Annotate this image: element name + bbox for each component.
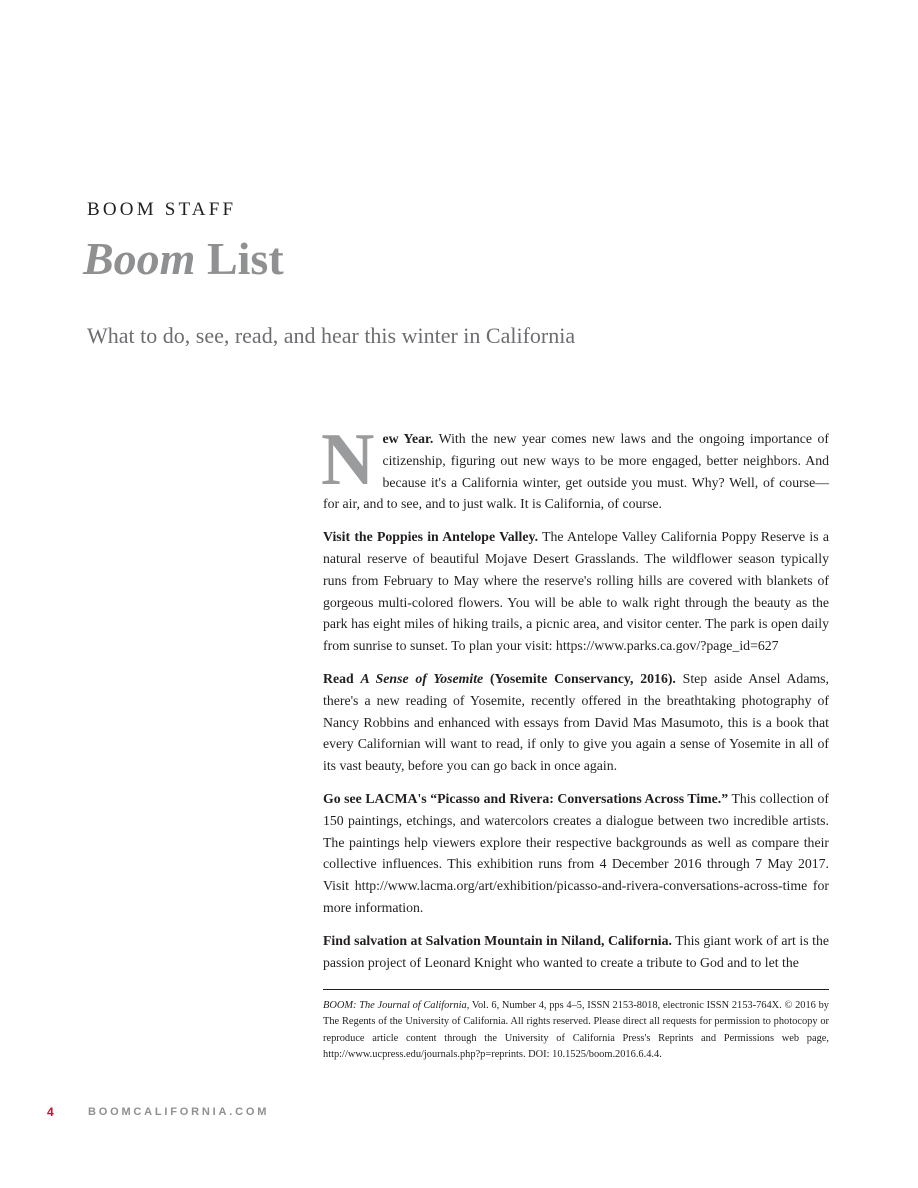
paragraph-lead: Go see LACMA's “Picasso and Rivera: Conversations Across Time.” [323, 790, 729, 806]
paragraph-lead [323, 671, 676, 686]
article-subtitle: What to do, see, read, and hear this winter in California [87, 323, 576, 348]
footnote-divider [323, 989, 829, 990]
footnote-text: , Vol. 6, Number 4, pps 4–5, ISSN 2153-8018, electronic ISSN 2153-764X. © 2016 by The Regents of the University of California. All rights reserved. Please direct all requests for permission to photocopy or reproduce article content through the University of California Press's Reprints and Permissions web page, http://www.ucpress.edu/journals.php?p=reprints. DOI: 10.1525/boom.2016.6.4.4. [323, 1000, 829, 1061]
journal-name: BOOM: The Journal of California [323, 1000, 467, 1011]
paragraph-poppies [323, 526, 829, 657]
article-body [321, 419, 830, 984]
paragraph-lacma [323, 788, 829, 919]
book-title: A Sense of Yosemite [360, 670, 484, 686]
paragraph-text: This giant work of art is the passion project of Leonard Knight who wanted to create a tribute to God and to let the [323, 932, 829, 970]
paragraph-text: With the new year comes new laws and the ongoing importance of citizenship, figuring out new ways to be more engaged, better neighbors. And because it's a California winter, get outside you must. Why? Well, of course—for air, and to see, and to just walk. It is California, of course. [323, 431, 829, 512]
drop-cap: N [321, 419, 375, 501]
page-number: 4 [47, 1105, 54, 1119]
paragraph-text: Step aside Ansel Adams, there's a new reading of Yosemite, recently offered in the breathtaking photography of Nancy Robbins and enhanced with essays from David Mas Masumoto, this is a book that every Californian will want to read, if only to give you again a sense of Yosemite in all of its vast beauty, before you can go back in once again. [323, 670, 830, 774]
paragraph-salvation-mountain [323, 930, 829, 974]
paragraph-lead: Visit the Poppies in Antelope Valley. [323, 529, 539, 545]
title-rest: List [206, 233, 284, 284]
footer-website: BOOMCALIFORNIA.COM [88, 1106, 270, 1118]
paragraph-yosemite [323, 668, 829, 777]
title-italic: Boom [83, 233, 196, 284]
author-byline: BOOM STAFF [87, 199, 237, 220]
lead-post: (Yosemite Conservancy, 2016). [489, 670, 676, 686]
paragraph-new-year [321, 419, 829, 515]
paragraph-text: This collection of 150 paintings, etchings, and watercolors creates a dialogue between two incredible artists. The paintings help viewers explore their respective backgrounds as well as compare their collective influences. This exhibition runs from 4 December 2016 through 7 May 2017. Visit http://www.lacma.org/art/exhibition/picasso-and-rivera-conversations-across-time for more information. [323, 790, 829, 915]
paragraph-lead: ew Year. [382, 431, 434, 446]
lead-pre: Read [323, 670, 354, 686]
paragraph-lead: Find salvation at Salvation Mountain in Niland, California. [323, 932, 672, 948]
copyright-footnote [323, 998, 829, 1064]
article-title [83, 232, 284, 286]
paragraph-text: The Antelope Valley California Poppy Reserve is a natural reserve of beautiful Mojave Desert Grasslands. The wildflower season typically runs from February to May where the reserve's rolling hills are covered with blankets of gorgeous multi-colored flowers. You will be able to walk right through the beauty as the park has eight miles of hiking trails, a picnic area, and visitor center. The park is open daily from sunrise to sunset. To plan your visit: https://www.parks.ca.gov/?page_id=627 [323, 529, 829, 654]
